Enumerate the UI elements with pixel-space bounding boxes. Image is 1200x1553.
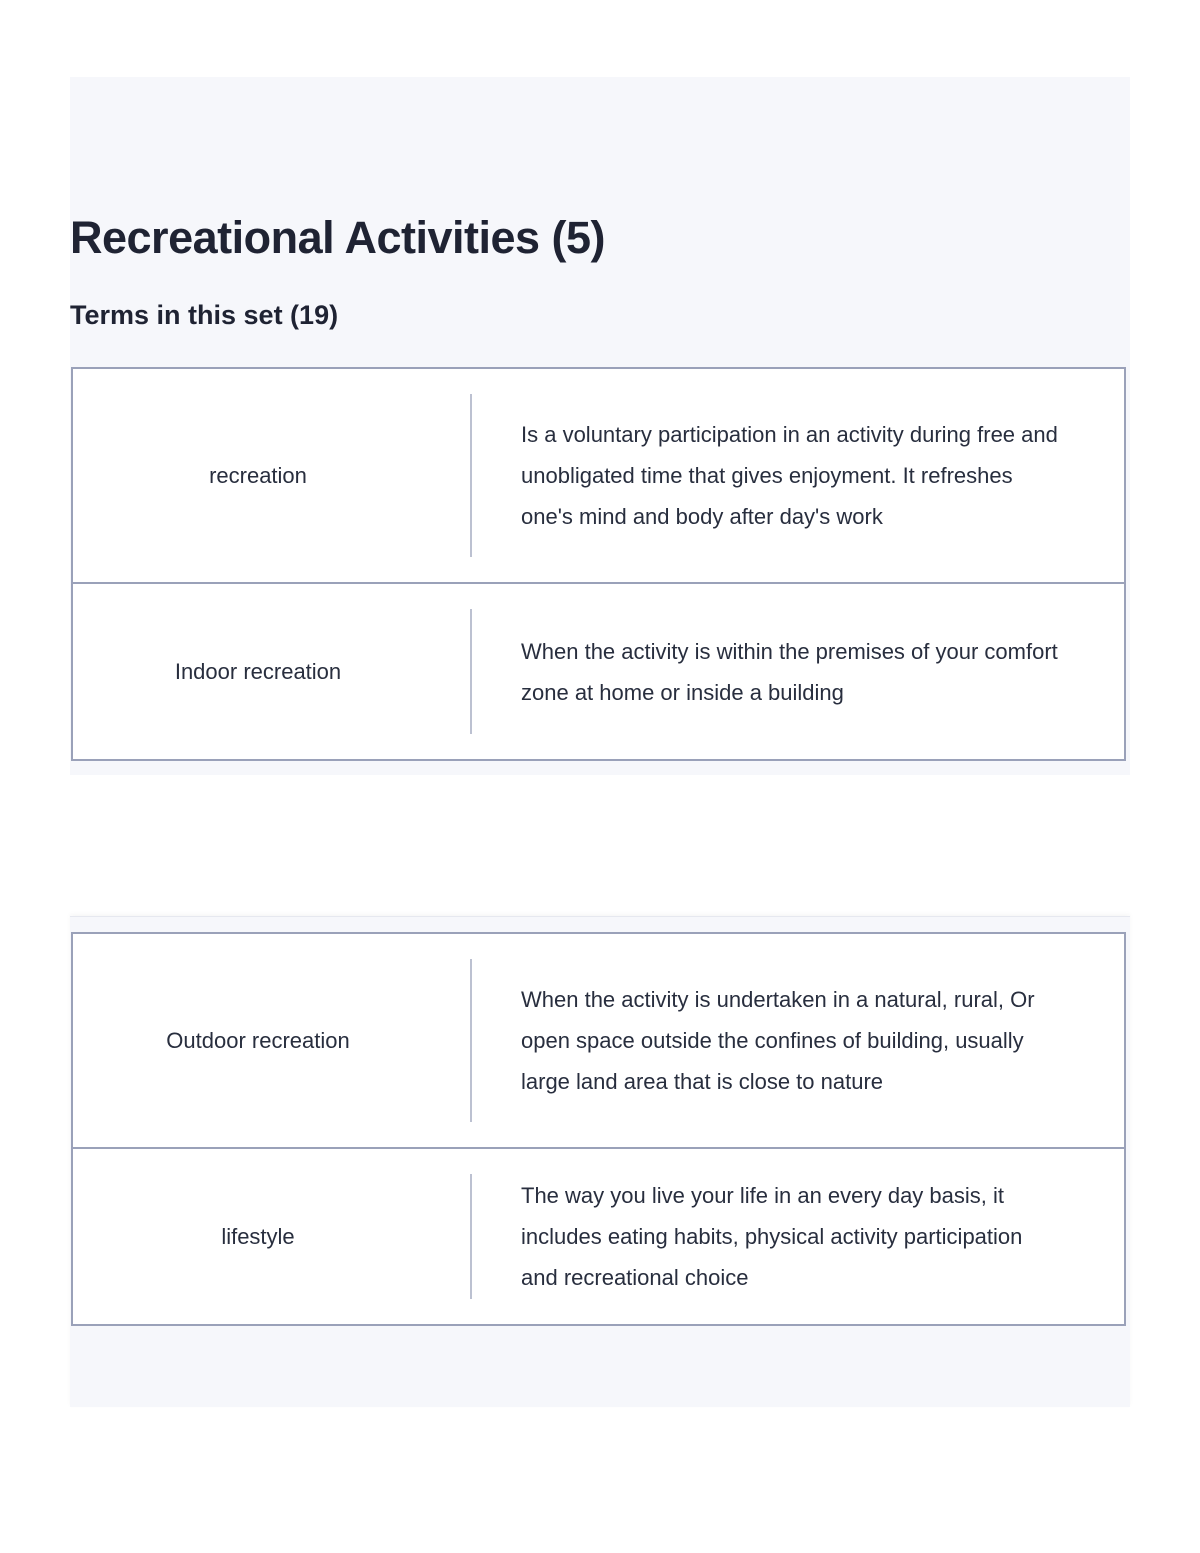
term-text: Indoor recreation [174,658,342,684]
term-text: lifestyle [221,1223,295,1249]
term-card[interactable] [71,1147,1126,1326]
set-title: Recreational Activities (5) [70,212,606,263]
card-divider [470,1174,472,1299]
definition-text: When the activity is undertaken in a natural, rural, Or open space outside the confines of building, usually large land area that is close to nature [521,987,1035,1094]
term-card[interactable] [71,932,1126,1149]
term-card[interactable] [71,367,1126,584]
card-divider [470,609,472,734]
term-text: recreation [209,462,307,488]
definition-text: When the activity is within the premises of your comfort zone at home or inside a building [521,638,1058,705]
definition-text: Is a voluntary participation in an activity during free and unobligated time that gives enjoyment. It refreshes one's mind and body after day's work [521,422,1058,529]
term-text: Outdoor recreation [166,1027,350,1053]
term-card[interactable] [71,582,1126,761]
definition-text: The way you live your life in an every day basis, it includes eating habits, physical activity participation and recreational choice [521,1183,1023,1290]
card-divider [470,394,472,557]
terms-count-heading: Terms in this set (19) [70,300,339,330]
card-divider [470,959,472,1122]
